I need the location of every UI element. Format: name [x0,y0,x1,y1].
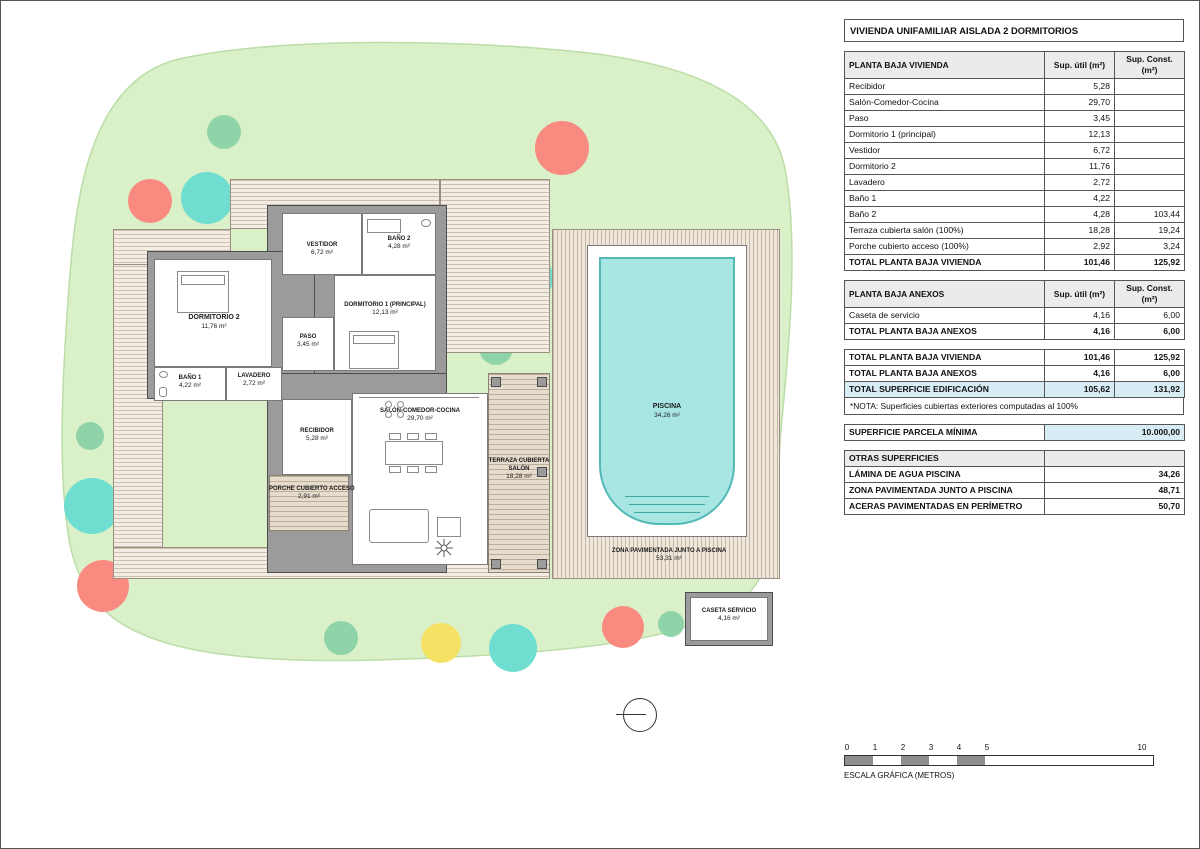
scale-tick: 2 [900,743,906,752]
pool-water [599,257,735,525]
table-header-row [845,52,1185,79]
kitchen-counter [359,397,479,398]
total-const: 125,92 [1115,255,1185,271]
row-const [1115,175,1185,191]
scale-ticks [844,743,1154,755]
caseta-label: CASETA SERVICIO 4,16 m² [701,608,757,622]
porche-cubierto [269,475,355,531]
table-header-row [845,281,1185,308]
tree-icon [535,121,589,175]
row-util: 29,70 [1045,95,1115,111]
sheet-title-box [844,19,1184,42]
sink-icon [159,371,168,378]
piscina-label: PISCINA 34,26 m² [652,403,682,419]
lavadero-label: LAVADERO 2,72 m² [237,373,271,387]
plot-area [29,19,819,689]
row-value: 34,26 [1045,467,1185,483]
scale-tick: 1 [872,743,878,752]
table-total-row [845,324,1185,340]
tree-icon [64,478,120,534]
chair-furniture [389,466,401,473]
scale-segment [985,756,1153,765]
header-sup-const: Sup. Const. (m²) [1115,281,1185,308]
table-planta-baja-anexos [844,280,1185,340]
table-row [845,425,1185,441]
pool-steps [629,497,705,505]
table-row [845,79,1185,95]
tree-icon [76,422,104,450]
row-label: Baño 2 [845,207,1045,223]
dormitorio1-label: DORMITORIO 1 (PRINCIPAL) 12,13 m² [344,302,426,316]
tree-icon [421,623,461,663]
parcela-value: 10.000,00 [1045,425,1185,441]
coffee-table-furniture [437,517,461,537]
row-util: 12,13 [1045,127,1115,143]
total-util: 4,16 [1045,324,1115,340]
row-const: 103,44 [1115,207,1185,223]
tree-icon [602,606,644,648]
row-util: 4,28 [1045,207,1115,223]
row-label: Dormitorio 2 [845,159,1045,175]
scale-caption: ESCALA GRÁFICA (METROS) [844,771,955,780]
column [537,559,547,569]
row-const [1115,159,1185,175]
row-label: Paso [845,111,1045,127]
table-row [845,223,1185,239]
hob-burner-icon [385,411,392,418]
chair-furniture [407,433,419,440]
table-row [845,191,1185,207]
pool-steps [634,505,700,513]
paso-label: PASO 3,45 m² [296,334,320,348]
scale-tick: 0 [844,743,850,752]
north-symbol-icon [623,698,657,732]
table-total-row [845,255,1185,271]
row-const [1115,95,1185,111]
header-planta-baja-vivienda: PLANTA BAJA VIVIENDA [845,52,1045,79]
table-planta-baja-vivienda [844,51,1185,271]
row-util: 2,92 [1045,239,1115,255]
row-const [1115,127,1185,143]
table-row [845,308,1185,324]
tree-icon [181,172,233,224]
tree-icon [207,115,241,149]
table-row [845,159,1185,175]
total-label: TOTAL PLANTA BAJA VIVIENDA [845,255,1045,271]
row-const [1115,143,1185,159]
table-row [845,95,1185,111]
zona-pavimentada-label: ZONA PAVIMENTADA JUNTO A PISCINA 53,31 m² [611,548,727,562]
hob-burner-icon [385,401,392,408]
row-const: 3,24 [1115,239,1185,255]
tree-icon [489,624,537,672]
row-label: Porche cubierto acceso (100%) [845,239,1045,255]
porche-label: PORCHE CUBIERTO ACCESO 2,91 m² [269,486,355,500]
scale-tick: 4 [956,743,962,752]
table-row [845,111,1185,127]
surface-tables [844,19,1184,515]
row-label: Baño 1 [845,191,1045,207]
row-label: LÁMINA DE AGUA PISCINA [845,467,1045,483]
total-util: 101,46 [1045,255,1115,271]
chair-furniture [389,433,401,440]
scale-tick: 10 [1137,743,1147,752]
header-otras-superficies-value [1045,451,1185,467]
chair-furniture [407,466,419,473]
bathtub-icon [367,219,401,233]
total-label: TOTAL SUPERFICIE EDIFICACIÓN [845,382,1045,398]
recibidor-label: RECIBIDOR 5,28 m² [300,428,334,442]
row-label: Recibidor [845,79,1045,95]
bano1-label: BAÑO 1 4,22 m² [178,375,202,389]
row-label: Dormitorio 1 (principal) [845,127,1045,143]
row-label: ZONA PAVIMENTADA JUNTO A PISCINA [845,483,1045,499]
row-label: Terraza cubierta salón (100%) [845,223,1045,239]
row-util: 18,28 [1045,223,1115,239]
table-row [845,127,1185,143]
chair-furniture [425,433,437,440]
tree-icon [128,179,172,223]
salon-label: SALÓN-COMEDOR-COCINA 29,70 m² [380,408,460,422]
row-label: Lavadero [845,175,1045,191]
table-row [845,143,1185,159]
column [537,377,547,387]
row-util: 4,16 [1045,308,1115,324]
table-row [845,499,1185,515]
row-const: 6,00 [1115,366,1185,382]
row-const: 19,24 [1115,223,1185,239]
parcela-label: SUPERFICIE PARCELA MÍNIMA [845,425,1045,441]
scale-tick: 5 [984,743,990,752]
row-util: 5,28 [1045,79,1115,95]
row-const: 125,92 [1115,350,1185,366]
row-const [1115,111,1185,127]
pool-steps [625,489,709,497]
scale-segment [901,756,929,765]
chair-furniture [425,466,437,473]
row-label: Vestidor [845,143,1045,159]
header-planta-baja-anexos: PLANTA BAJA ANEXOS [845,281,1045,308]
column [491,377,501,387]
row-util: 101,46 [1045,350,1115,366]
table-resumen [844,349,1185,398]
header-sup-util: Sup. útil (m²) [1045,281,1115,308]
table-row [845,239,1185,255]
column [537,467,547,477]
sofa-furniture [369,509,429,543]
row-label: TOTAL PLANTA BAJA VIVIENDA [845,350,1045,366]
header-otras-superficies: OTRAS SUPERFICIES [845,451,1045,467]
table-row [845,483,1185,499]
row-util: 3,45 [1045,111,1115,127]
vestidor-label: VESTIDOR 6,72 m² [306,242,338,256]
table-otras-superficies [844,450,1185,515]
pillow-furniture [353,335,395,344]
total-label: TOTAL PLANTA BAJA ANEXOS [845,324,1045,340]
paving-east-upper [440,179,550,353]
header-sup-const: Sup. Const. (m²) [1115,52,1185,79]
table-parcela [844,424,1185,441]
scale-segment [845,756,873,765]
scale-segment [873,756,901,765]
row-label: ACERAS PAVIMENTADAS EN PERÍMETRO [845,499,1045,515]
total-const: 6,00 [1115,324,1185,340]
table-row [845,350,1185,366]
tree-icon [324,621,358,655]
surface-note: *NOTA: Superficies cubiertas exteriores computadas al 100% [844,397,1184,415]
row-util: 6,72 [1045,143,1115,159]
terraza-label: TERRAZA CUBIERTA SALÓN 18,28 m² [488,458,550,480]
table-row [845,207,1185,223]
site-plan-drawing [1,1,841,848]
column [491,559,501,569]
total-util: 105,62 [1045,382,1115,398]
row-value: 48,71 [1045,483,1185,499]
table-row [845,467,1185,483]
scale-bar [844,755,1154,766]
row-util: 11,76 [1045,159,1115,175]
row-const [1115,79,1185,95]
row-const: 6,00 [1115,308,1185,324]
plant-icon [433,537,455,559]
row-value: 50,70 [1045,499,1185,515]
total-const: 131,92 [1115,382,1185,398]
graphic-scale [844,743,1154,780]
row-label: Caseta de servicio [845,308,1045,324]
sink-icon [421,219,431,227]
row-util: 2,72 [1045,175,1115,191]
hob-burner-icon [397,411,404,418]
scale-segment [929,756,957,765]
row-label: Salón-Comedor-Cocina [845,95,1045,111]
bano2-label: BAÑO 2 4,28 m² [387,236,411,250]
toilet-icon [159,387,167,397]
scale-segment [957,756,985,765]
pillow-furniture [181,275,225,285]
row-util: 4,16 [1045,366,1115,382]
table-header-row [845,451,1185,467]
scale-tick: 3 [928,743,934,752]
dining-table-furniture [385,441,443,465]
table-total-row [845,382,1185,398]
row-label: TOTAL PLANTA BAJA ANEXOS [845,366,1045,382]
sheet-title: VIVIENDA UNIFAMILIAR AISLADA 2 DORMITORIOS [845,20,1184,42]
tree-icon [658,611,684,637]
dormitorio2-label: DORMITORIO 2 11,76 m² [188,314,240,330]
table-row [845,366,1185,382]
table-row [845,175,1185,191]
row-const [1115,191,1185,207]
row-util: 4,22 [1045,191,1115,207]
header-sup-util: Sup. útil (m²) [1045,52,1115,79]
hob-burner-icon [397,401,404,408]
